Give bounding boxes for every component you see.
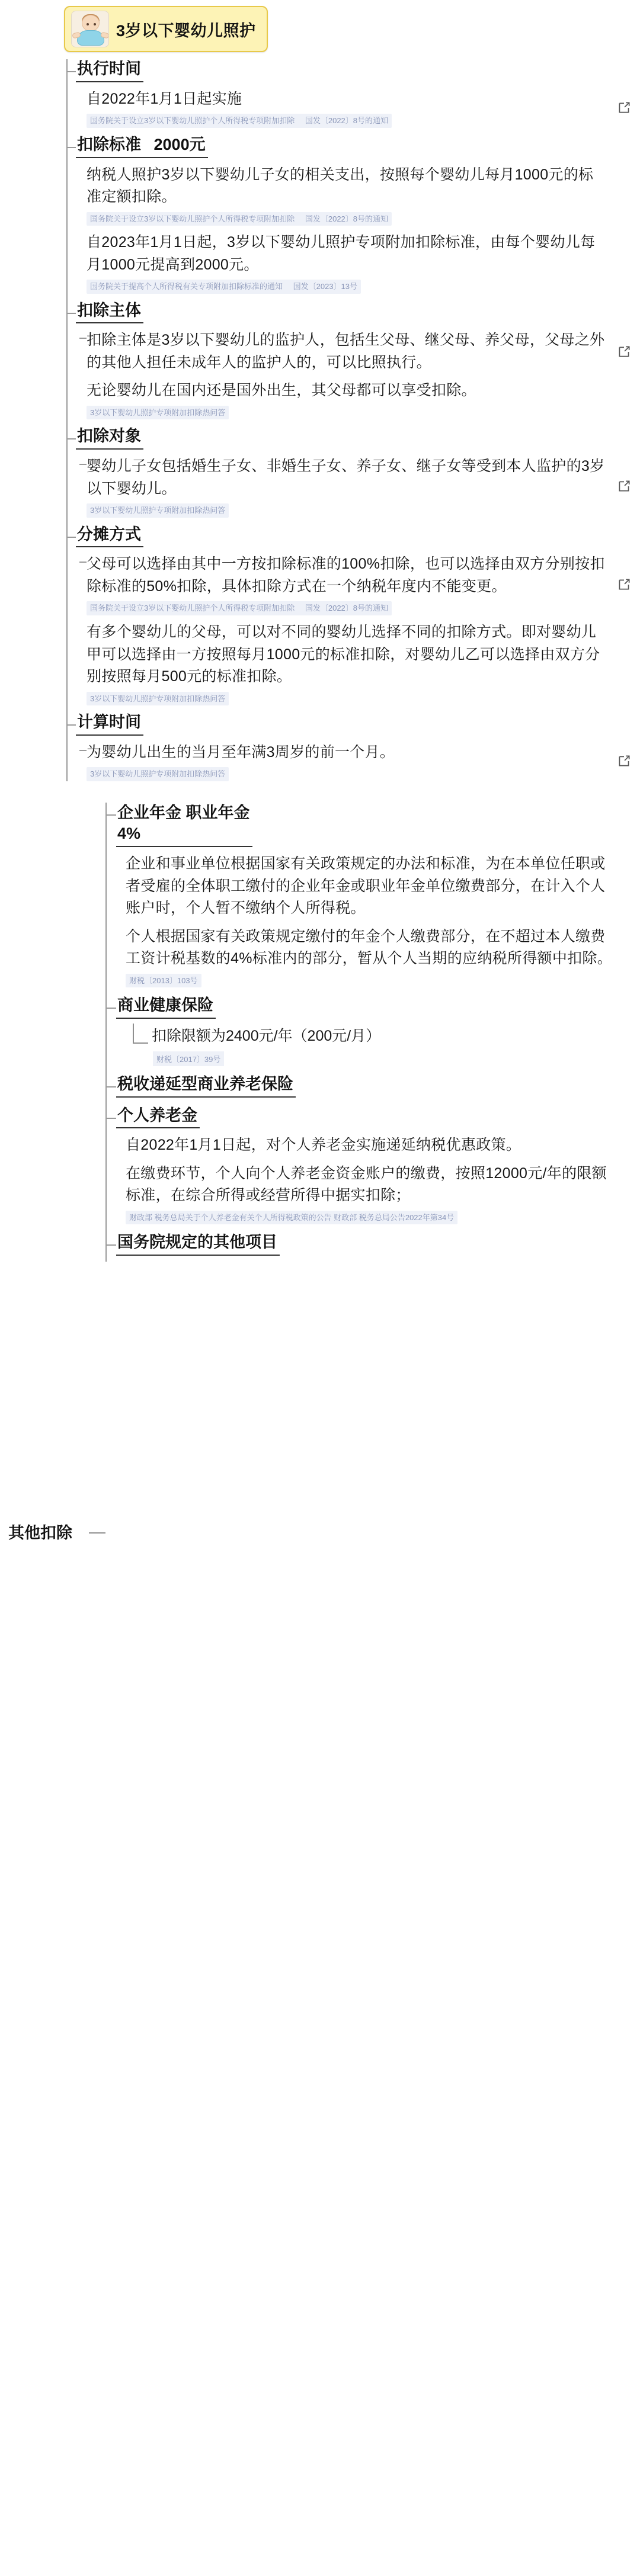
block-text: 在缴费环节，个人向个人养老金资金账户的缴费，按照12000元/年的限额标准，在综合所得或经营所得中据实扣除； xyxy=(126,1165,607,1204)
node-heading-text: 企业年金 职业年金 xyxy=(117,803,250,822)
other-deductions-tree xyxy=(0,803,640,1542)
sub-branch-tick xyxy=(79,562,87,563)
citation xyxy=(87,406,229,420)
content-block xyxy=(76,232,640,294)
title-pill-container xyxy=(0,0,640,52)
node-deferred-pension-insurance xyxy=(0,1074,640,1098)
content-block xyxy=(76,380,640,419)
citation xyxy=(87,212,392,226)
citation xyxy=(87,280,361,294)
external-link-icon[interactable] xyxy=(616,100,632,116)
content-block xyxy=(76,329,640,374)
block-text: 自2023年1月1日起，3岁以下婴幼儿照护专项附加扣除标准，由每个婴幼儿每月1000元提高到2000元。 xyxy=(87,234,596,273)
content-block xyxy=(76,88,640,128)
block-text: 企业和事业单位根据国家有关政策规定的办法和标准，为在本单位任职或者受雇的全体职工缴付的企业年金或职业年金单位缴费部分，在计入个人账户时，个人暂不缴纳个人所得税。 xyxy=(126,855,606,917)
node-heading-amount: 2000元 xyxy=(153,135,206,153)
node-heading: 个人养老金 xyxy=(116,1106,200,1129)
citation-title: 国务院关于设立3岁以下婴幼儿照护个人所得税专项附加扣除 xyxy=(90,116,295,126)
node-heading: 扣除主体 xyxy=(76,301,143,324)
node-heading: 分摊方式 xyxy=(76,525,143,548)
node-heading: 商业健康保险 xyxy=(116,996,216,1019)
node-personal-pension xyxy=(0,1106,640,1225)
citation xyxy=(87,601,392,615)
block-text: 为婴幼儿出生的当月至年满3周岁的前一个月。 xyxy=(87,743,395,761)
citation xyxy=(87,114,392,128)
external-link-icon[interactable] xyxy=(616,753,632,769)
node-enterprise-annuity xyxy=(0,803,640,987)
external-link-icon[interactable] xyxy=(616,479,632,494)
citation-title: 3岁以下婴幼儿照护专项附加扣除热问答 xyxy=(90,408,226,417)
citation-title: 国务院关于设立3岁以下婴幼儿照护个人所得税专项附加扣除 xyxy=(90,604,295,613)
citation xyxy=(126,1211,457,1225)
block-text: 个人根据国家有关政策规定缴付的年金个人缴费部分，在不超过本人缴费工资计税基数的4%标准内的部分，暂从个人当期的应纳税所得额中扣除。 xyxy=(126,928,613,967)
baby-avatar-icon xyxy=(71,11,109,47)
content-block xyxy=(76,553,640,615)
citation-title: 财税〔2013〕103号 xyxy=(129,976,198,985)
citation xyxy=(87,767,229,781)
content-block xyxy=(76,621,640,705)
node-heading: 税收递延型商业养老保险 xyxy=(116,1074,296,1098)
block-text: 扣除限额为2400元/年（200元/月） xyxy=(152,1027,381,1044)
tree-connector xyxy=(89,1532,105,1534)
node-commercial-health-insurance xyxy=(0,996,640,1066)
content-block xyxy=(116,1134,640,1157)
block-text: 无论婴幼儿在国内还是国外出生，其父母都可以享受扣除。 xyxy=(87,382,476,399)
external-link-icon[interactable] xyxy=(616,344,632,360)
citation-doc: 国发〔2022〕8号的通知 xyxy=(305,116,389,126)
node-execution-time xyxy=(0,59,640,128)
block-text: 自2022年1月1日起实施 xyxy=(87,90,242,107)
block-text: 纳税人照护3岁以下婴幼儿子女的相关支出，按照每个婴幼儿每月1000元的标准定额扣除。 xyxy=(87,166,594,206)
node-heading: 执行时间 xyxy=(76,59,143,82)
page-title: 3岁以下婴幼儿照护 xyxy=(116,21,256,40)
content-block xyxy=(116,853,640,920)
sub-branch-tick xyxy=(79,750,87,751)
citation-doc: 国发〔2022〕8号的通知 xyxy=(305,604,389,613)
node-calculation-time xyxy=(0,713,640,781)
node-heading xyxy=(76,135,208,158)
node-heading: 国务院规定的其他项目 xyxy=(116,1233,280,1256)
citation xyxy=(126,974,201,988)
node-other-state-council-items xyxy=(0,1233,640,1256)
block-text: 父母可以选择由其中一方按扣除标准的100%扣除，也可以选择由双方分别按扣除标准的50%扣除，具体扣除方式在一个纳税年度内不能变更。 xyxy=(87,556,605,595)
content-block xyxy=(76,742,640,781)
external-link-icon[interactable] xyxy=(616,577,632,592)
node-deduction-subject xyxy=(0,301,640,420)
citation-title: 国务院关于提高个人所得税有关专项附加扣除标准的通知 xyxy=(90,282,283,291)
node-allocation-method xyxy=(0,525,640,705)
node-heading-text: 扣除标准 xyxy=(77,135,141,153)
node-heading-amount: 4% xyxy=(117,824,141,842)
citation-title: 3岁以下婴幼儿照护专项附加扣除热问答 xyxy=(90,694,226,703)
content-block xyxy=(76,455,640,518)
node-deduction-standard xyxy=(0,135,640,294)
citation-title: 3岁以下婴幼儿照护专项附加扣除热问答 xyxy=(90,769,226,779)
citation xyxy=(87,692,229,706)
node-heading: 计算时间 xyxy=(76,713,143,736)
block-text: 扣除主体是3岁以下婴幼儿的监护人，包括生父母、继父母、养父母，父母之外的其他人担任未成年人的监护人的，可以比照执行。 xyxy=(87,332,605,371)
content-block xyxy=(76,164,640,226)
content-block xyxy=(116,926,640,988)
citation: 财税〔2017〕39号 xyxy=(153,1051,224,1066)
citation-doc: 国发〔2022〕8号的通知 xyxy=(305,214,389,223)
block-text: 自2022年1月1日起，对个人养老金实施递延纳税优惠政策。 xyxy=(126,1137,521,1154)
citation-title: 3岁以下婴幼儿照护专项附加扣除热问答 xyxy=(90,506,226,515)
childcare-title-pill xyxy=(64,6,268,52)
childcare-tree xyxy=(0,59,640,781)
content-block xyxy=(116,1163,640,1225)
bracket-detail xyxy=(116,1026,640,1066)
node-deduction-object xyxy=(0,426,640,517)
citation xyxy=(87,503,229,518)
sub-branch-tick xyxy=(79,338,87,339)
other-deductions-label: 其他扣除 xyxy=(8,1523,72,1542)
citation-title: 国务院关于设立3岁以下婴幼儿照护个人所得税专项附加扣除 xyxy=(90,214,295,223)
citation-doc: 国发〔2023〕13号 xyxy=(293,282,358,291)
block-text: 婴幼儿子女包括婚生子女、非婚生子女、养子女、继子女等受到本人监护的3岁以下婴幼儿。 xyxy=(87,458,605,497)
block-text: 有多个婴幼儿的父母，可以对不同的婴幼儿选择不同的扣除方式。即对婴幼儿甲可以选择由一方按照每月1000元的标准扣除，对婴幼儿乙可以选择由双方分别按照每月500元的标准扣除。 xyxy=(87,624,600,685)
citation-title: 财政部 税务总局关于个人养老金有关个人所得税政策的公告 财政部 税务总局公告2022年第34号 xyxy=(129,1212,455,1222)
sub-branch-tick xyxy=(79,464,87,465)
node-heading: 扣除对象 xyxy=(76,426,143,450)
node-heading xyxy=(116,803,252,847)
